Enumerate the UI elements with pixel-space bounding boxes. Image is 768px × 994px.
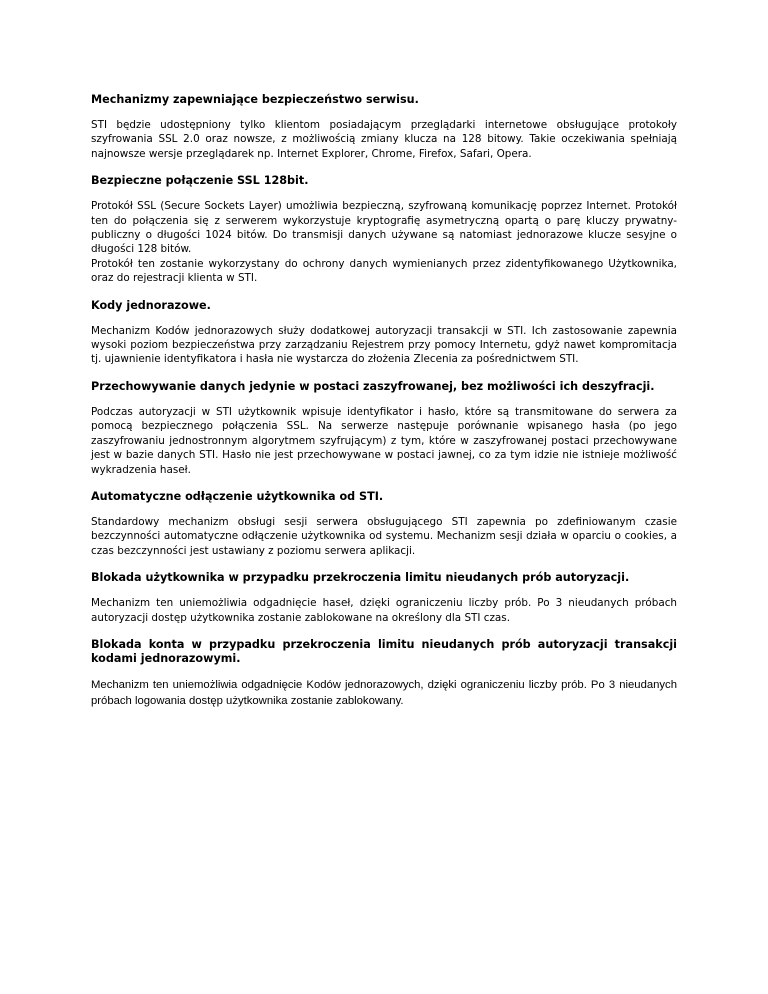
paragraph-one-time-codes: Mechanizm Kodów jednorazowych służy dodatkowej autoryzacji transakcji w STI. Ich zastosowanie zapewnia wysoki poziom bezpieczeństwa przy zarządzaniu Rejestrem przy pomocy Internetu, gdyż nawet kompromitacja tj. ujawnienie identyfikatora i hasła nie wystarcza do złożenia Zlecenia za pośrednictwem STI. (91, 324, 677, 366)
paragraph-browser-requirements: STI będzie udostępniony tylko klientom posiadającym przeglądarki internetowe obsługujące protokoły szyfrowania SSL 2.0 oraz nowsze, z możliwością zmiany klucza na 128 bitowy. Takie oczekiwania spełniają najnowsze wersje przeglądarek np. Internet Explorer, Chrome, Firefox, Safari, Opera. (91, 119, 677, 160)
paragraph-user-lockout: Mechanizm ten uniemożliwia odgadnięcie haseł, dzięki ograniczeniu liczby prób. Po 3 nieudanych próbach autoryzacji dostęp użytkownika zostanie zablokowane na określony dla STI czas. (91, 597, 677, 624)
section-title-auto-logout: Automatyczne odłączenie użytkownika od STI. (91, 489, 384, 503)
section-title-ssl: Bezpieczne połączenie SSL 128bit. (91, 174, 309, 188)
paragraph-ssl-usage: Protokół ten zostanie wykorzystany do ochrony danych wymienianych przez zidentyfikowanego Użytkownika, oraz do rejestracji klienta w STI. (91, 257, 677, 285)
section-title-encrypted-storage: Przechowywanie danych jedynie w postaci zaszyfrowanej, bez możliwości ich deszyfracji. (91, 379, 655, 393)
paragraph-auto-logout: Standardowy mechanizm obsługi sesji serwera obsługującego STI zapewnia po zdefiniowanym czasie bezczynności automatyczne odłączenie użytkownika od systemu. Mechanizm sesji działa w oparciu o cookies, a czas bezczynności jest ustawiany z poziomu serwera aplikacji. (91, 515, 677, 557)
document-page (91, 93, 677, 723)
section-title-user-lockout: Blokada użytkownika w przypadku przekroczenia limitu nieudanych prób autoryzacji. (91, 571, 630, 585)
section-title-account-lockout: Blokada konta w przypadku przekroczenia limitu nieudanych prób autoryzacji transakcji kodami jednorazowymi. (91, 637, 677, 665)
paragraph-encrypted-storage: Podczas autoryzacji w STI użytkownik wpisuje identyfikator i hasło, które są transmitowane do serwera za pomocą bezpiecznego połączenia SSL. Na serwerze następuje porównanie wpisanego hasła (po jego zaszyfrowaniu jednostronnym algorytmem szyfrującym) z tym, które w zaszyfrowanej postaci przechowywane jest w bazie danych STI. Hasło nie jest przechowywane w postaci jawnej, co za tym idzie nie istnieje możliwość wykradzenia haseł. (91, 405, 677, 476)
paragraph-account-lockout: Mechanizm ten uniemożliwia odgadnięcie Kodów jednorazowych, dzięki ograniczeniu liczby prób. Po 3 nieudanych próbach logowania dostęp użytkownika zostanie zablokowany. (91, 678, 677, 708)
paragraph-ssl-description: Protokół SSL (Secure Sockets Layer) umożliwia bezpieczną, szyfrowaną komunikację poprzez Internet. Protokół ten do połączenia się z serwerem wykorzystuje kryptografię asymetryczną opartą o parę kluczy prywatny-publiczny o długości 1024 bitów. Do transmisji danych używane są natomiast jednorazowe klucze sesyjne o długości 128 bitów. (91, 200, 677, 256)
section-title-one-time-codes: Kody jednorazowe. (91, 298, 211, 312)
section-title-security-mechanisms: Mechanizmy zapewniające bezpieczeństwo serwisu. (91, 93, 419, 106)
